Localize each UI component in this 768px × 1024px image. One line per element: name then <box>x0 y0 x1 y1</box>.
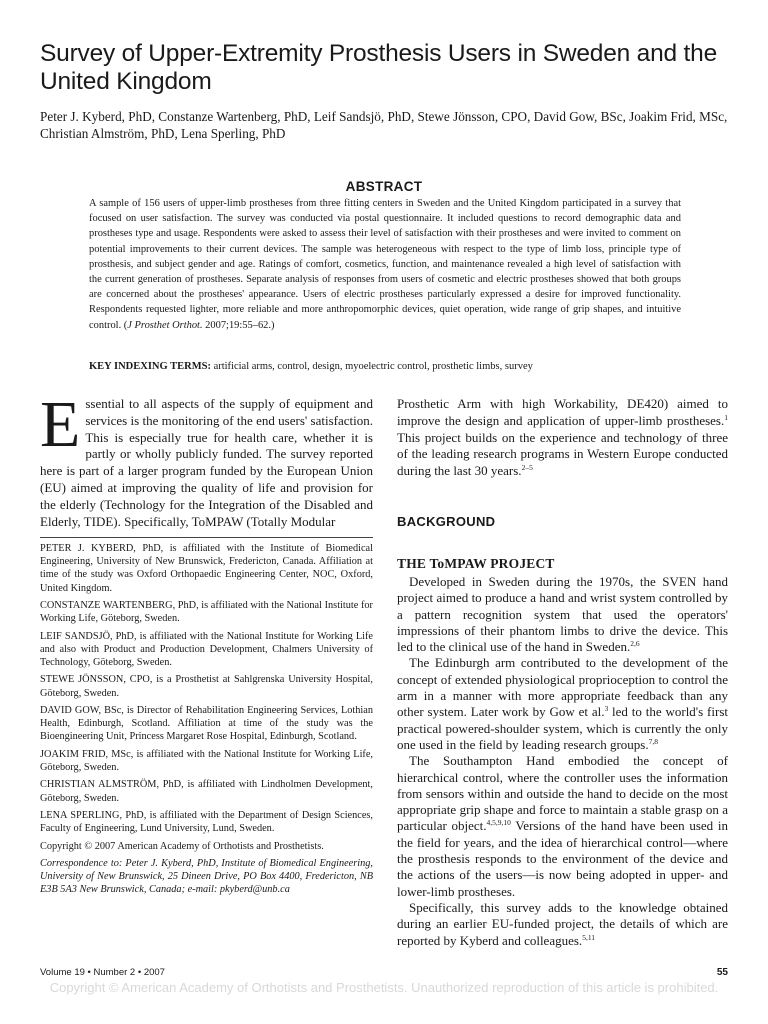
abstract-citation-details: 2007;19:55–62. <box>205 319 271 331</box>
correspondence: Correspondence to: Peter J. Kyberd, PhD, Institute of Biomedical Engineering, University of New Brunswick, 25 Dineen Drive, PO Box 4400, Fredericton, NB E3B 5A3 New Brunswick, Canada; e-mail: pkyberd@unb.ca <box>40 857 373 896</box>
keywords <box>89 359 681 374</box>
author-list: Peter J. Kyberd, PhD, Constanze Wartenberg, PhD, Leif Sandsjö, PhD, Stewe Jönsson, CPO, David Gow, BSc, Joakim Frid, MSc, Christian Almström, PhD, Lena Sperling, PhD <box>40 109 728 141</box>
affiliation-almstrom: CHRISTIAN ALMSTRÖM, PhD, is affiliated with Lindholmen Development, Göteborg, Sweden. <box>40 779 373 804</box>
paragraph-text: Versions of the hand have been used in the field for years, and the idea of hierarchical control—where the prosthesis responds to the environment of the device and the actions of the users—is now being adopted in upper- and lower-limb prostheses. <box>397 818 728 899</box>
intro-text-left: ssential to all aspects of the supply of equipment and services is the monitoring of the end users' satisfaction. This is especially true for health care, whether it is partly or wholly publicly funded. The survey reported here is part of a larger program funded by the European Union (EU) aimed at improving the quality of life and provision for the elderly (Technology for the Integration of the Disabled and Elderly, TIDE). Specifically, ToMPAW (Totally Modular <box>40 396 373 529</box>
background-paragraph <box>397 574 728 655</box>
affiliation-kyberd: PETER J. KYBERD, PhD, is affiliated with the Institute of Biomedical Engineering, University of New Brunswick, Fredericton, Canada. Affiliation at time of the study was Oxford Orthopaedic Engineering Center, NOC, Oxford, United Kingdom. <box>40 543 373 594</box>
section-heading-background: BACKGROUND <box>397 514 496 529</box>
intro-paragraph-left <box>40 388 373 530</box>
keywords-list: artificial arms, control, design, myoelectric control, prosthetic limbs, survey <box>213 361 533 372</box>
affiliation-sandsjo: LEIF SANDSJÖ, PhD, is affiliated with the National Institute for Working Life and also with Product and Production Development, Chalmers University of Technology, Göteborg, Sweden. <box>40 630 373 668</box>
affiliation-gow: DAVID GOW, BSc, is Director of Rehabilitation Engineering Services, Lothian Health, Edinburgh, Scotland. Affiliation at time of the study was the Bioengineering Unit, Princess Margaret Rose Hospital, Edinburgh, Scotland. <box>40 704 373 743</box>
affiliation-jonsson: STEWE JÖNSSON, CPO, is a Prosthetist at Sahlgrenska University Hospital, Göteborg, Sweden. <box>40 674 373 699</box>
keywords-label: KEY INDEXING TERMS: <box>89 361 211 372</box>
abstract-body: A sample of 156 users of upper-limb prostheses from three fitting centers in Sweden and the United Kingdom participated in a survey that focused on user satisfaction. The survey was conducted via postal questionnaire. It included questions to record demographic data and prostheses type and usage. Respondents were asked to assess their level of satisfaction with their prostheses and were invited to comment on potential improvements to their current devices. The sample was heterogeneous with respect to the type of limb loss, principle type of prosthesis, and subject gender and age. Ratings of comfort, cosmetics, function, and maintenance revealed a high level of satisfaction with the current generation of prostheses. Separate analysis of responses from users of cosmetic and electric prostheses showed that both groups are concerned about the prostheses' appearance. Users of electric prostheses particularly expressed a desire for improved functionality. Respondents requested lighter, more reliable and more anthropomorphic devices, quiet operation, wide range of grip shapes, and intuitive control. (J Prosthet Orthot. 2007;19:55–62.) <box>89 198 681 331</box>
abstract-heading: ABSTRACT <box>345 179 423 194</box>
paragraph-text: Developed in Sweden during the 1970s, the SVEN hand project aimed to produce a hand and wrist system controlled by a pattern recognition system that used the operators' impressions of their phantom limbs to drive the device. This led to the clinical use of the hand in Sweden. <box>397 574 728 655</box>
paragraph-text: The Edinburgh arm contributed to the development of the concept of extended physiological proprioception to control the arm in a manner with more appropriate feedback than any other system. Later work by Gow et al. <box>397 655 728 720</box>
background-paragraph <box>397 900 728 949</box>
copyright-watermark: Copyright © American Academy of Orthotists and Prosthetists. Unauthorized reproduction of this article is prohibited. <box>49 980 719 995</box>
intro-text-right-a: Prosthetic Arm with high Workability, DE420) aimed to improve the design and application of upper-limb prostheses. <box>397 396 728 428</box>
footnote-divider <box>40 537 373 538</box>
background-paragraph <box>397 753 728 900</box>
reference-marker: 3 <box>604 704 609 714</box>
abstract-text: A sample of 156 users of upper-limb prostheses from three fitting centers in Sweden and the United Kingdom participated in a survey that focused on user satisfaction. The survey was conducted via postal questionnaire. It included questions to record demographic data and prostheses type and usage. Respondents were asked to assess their level of satisfaction with their prostheses and were invited to comment on potential improvements to their current devices. The sample was heterogeneous with respect to the type of limb loss, principle type of prosthesis, and subject gender and age. Ratings of comfort, cosmetics, function, and maintenance revealed a high level of satisfaction with the current generation of prostheses. Separate analysis of responses from users of cosmetic and electric prostheses showed that both groups are concerned about the prostheses' appearance. Users of electric prostheses particularly expressed a desire for improved functionality. Respondents requested lighter, more reliable and more anthropomorphic devices, quiet operation, wide range of grip shapes, and intuitive control. <box>89 198 681 331</box>
reference-marker: 1 <box>724 412 728 422</box>
affiliation-sperling: LENA SPERLING, PhD, is affiliated with the Department of Design Sciences, Faculty of Engineering, Lund University, Lund, Sweden. <box>40 809 373 835</box>
copyright-line: Copyright © 2007 American Academy of Orthotists and Prosthetists. <box>40 840 324 852</box>
reference-marker: 5,11 <box>582 932 596 942</box>
affiliation-wartenberg: CONSTANZE WARTENBERG, PhD, is affiliated with the National Institute for Working Life, Göteborg, Sweden. <box>40 600 373 625</box>
journal-volume-footer: Volume 19 • Number 2 • 2007 <box>40 967 165 978</box>
reference-marker: 4,5,9,10 <box>486 818 511 828</box>
reference-marker: 7,8 <box>648 736 658 746</box>
drop-cap: E <box>40 388 81 461</box>
paragraph-text: Specifically, this survey adds to the knowledge obtained during an earlier EU-funded project, the details of which are reported by Kyberd and colleagues. <box>397 899 728 948</box>
background-paragraph <box>397 655 728 753</box>
article-title: Survey of Upper-Extremity Prosthesis Users in Sweden and the United Kingdom <box>40 40 718 95</box>
subsection-heading-tompaw: THE ToMPAW PROJECT <box>397 556 555 571</box>
affiliation-frid: JOAKIM FRID, MSc, is affiliated with the National Institute for Working Life, Göteborg, Sweden. <box>40 748 373 773</box>
paragraph-text: led to the world's first practical powered-shoulder system, which is currently the only one used in the field by leading research groups. <box>397 704 728 752</box>
reference-marker: 2–5 <box>521 463 533 473</box>
paragraph-text: The Southampton Hand embodied the concept of hierarchical control, where the controller uses the information from sensors within and outside the hand to decide on the most appropriate grip shape and force to maintain a stable grasp on a particular object. <box>397 753 728 834</box>
background-body <box>397 574 728 949</box>
author-affiliations <box>40 542 373 901</box>
abstract-citation-journal: J Prosthet Orthot. <box>127 319 203 331</box>
reference-marker: 2,6 <box>630 639 640 649</box>
intro-text-right-b: This project builds on the experience and technology of three of the leading research programs in Western Europe conducted during the last 30 years. <box>397 429 728 479</box>
intro-paragraph-right <box>397 396 728 480</box>
page-number: 55 <box>716 967 728 978</box>
